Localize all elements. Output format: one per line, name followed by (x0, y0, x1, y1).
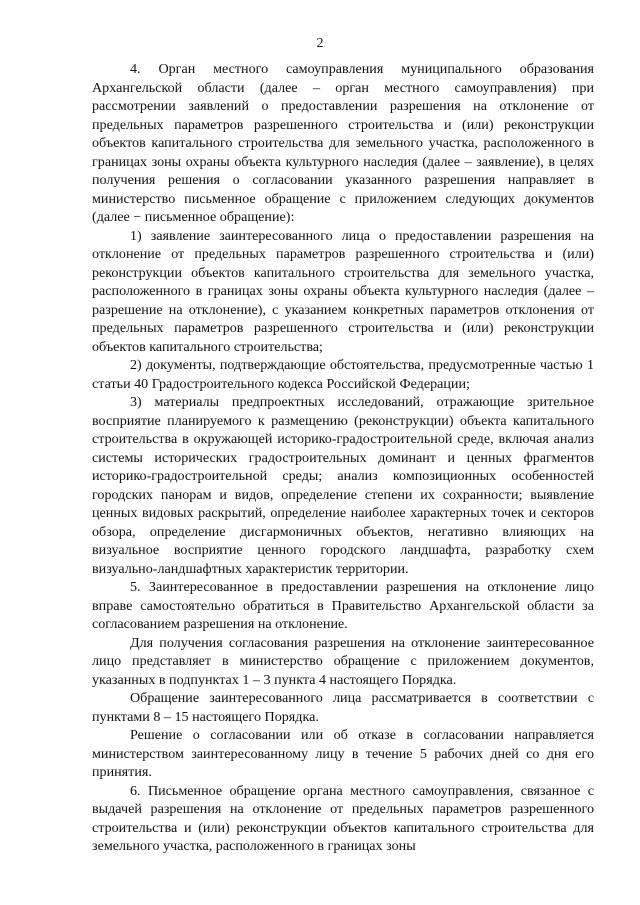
paragraph-subpoint-1: 1) заявление заинтересованного лица о предоставлении разрешения на отклонение от предельных параметров разрешенного строительства и (или) реконструкции объектов капитального строительства для земельного участка, расположенного в границах зоны охраны объекта культурного наследия (далее – разрешение на отклонение), с указанием конкретных параметров отклонения от предельных параметров разрешенного строительства и (или) реконструкции объектов капитального строительства; (92, 227, 594, 355)
paragraph-point-4: 4. Орган местного самоуправления муниципального образования Архангельской области (далее – орган местного самоуправления) при рассмотрении заявлений о предоставлении разрешения на отклонение от предельных параметров разрешенного строительства и (или) реконструкции объектов капитального строительства для земельного участка, расположенного в границах зоны охраны объекта культурного наследия (далее – заявление), в целях получения решения о согласовании указанного разрешения направляет в министерство письменное обращение с приложением следующих документов (далее − письменное обращение): (92, 61, 594, 225)
paragraph-point-5-decision: Решение о согласовании или об отказе в согласовании направляется министерством заинтересованному лицу в течение 5 рабочих дней со дня его принятия. (92, 727, 594, 780)
paragraph-point-6: 6. Письменное обращение органа местного самоуправления, связанное с выдачей разрешения на отклонение от предельных параметров разрешенного строительства и (или) реконструкции объектов капитального строительства для земельного участка, расположенного в границах зоны (92, 782, 594, 854)
paragraph-point-5-approval: Для получения согласования разрешения на отклонение заинтересованное лицо представляет в министерство обращение с приложением документов, указанных в подпунктах 1 – 3 пункта 4 настоящего Порядка. (92, 634, 594, 688)
paragraph-point-5: 5. Заинтересованное в предоставлении разрешения на отклонение лицо вправе самостоятельно обратиться в Правительство Архангельской области за согласованием разрешения на отклонение. (92, 579, 594, 632)
paragraph-subpoint-2: 2) документы, подтверждающие обстоятельства, предусмотренные частью 1 статьи 40 Градостроительного кодекса Российской Федерации; (92, 357, 594, 392)
document-body (92, 60, 594, 856)
paragraph-subpoint-3: 3) материалы предпроектных исследований, отражающие зрительное восприятие планируемого к размещению (реконструкции) объекта капитального строительства в окружающей историко-градостроительной среде, включая анализ системы исторических градостроительных доминант и ценных фрагментов историко-градостроительной среды; анализ композиционных особенностей городских панорам и видов, определение степени их сохранности; выявление ценных видовых раскрытий, определение наиболее характерных точек и секторов обзора, определение дисгармоничных объектов, негативно влияющих на визуальное восприятие ценного городского ландшафта, разработку схем визуально-ландшафтных характеристик территории. (92, 394, 594, 577)
page-number: 2 (316, 36, 324, 51)
paragraph-point-5-review: Обращение заинтересованного лица рассматривается в соответствии с пунктами 8 – 15 настоящего Порядка. (92, 690, 594, 725)
